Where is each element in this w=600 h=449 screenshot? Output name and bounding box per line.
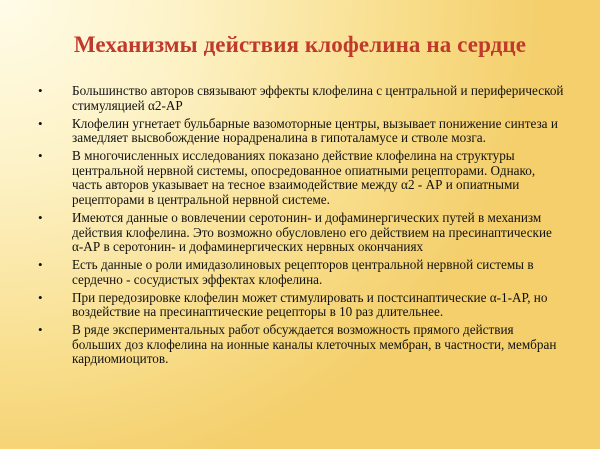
bullet-item-2	[38, 117, 566, 146]
bullet-list	[38, 84, 566, 370]
bullet-item-3	[38, 149, 566, 207]
bullet-item-5	[38, 258, 566, 287]
bullet-icon: •	[38, 209, 43, 225]
bullet-icon: •	[38, 83, 43, 98]
slide-title: Механизмы действия клофелина на сердце	[73, 32, 527, 57]
bullet-text: Большинство авторов связывают эффекты клофелина с центральной и периферической стимуляцией α2-АР	[72, 83, 564, 113]
bullet-text: В многочисленных исследованиях показано действие клофелина на структуры центральной нервной системы, опосредованное опиатными рецепторами. Однако, часть авторов указывает на тесное взаимодействие между α2 - АР и опиатными рецепторами в центральной нервной системе.	[72, 148, 536, 207]
bullet-item-7	[38, 323, 566, 367]
bullet-icon: •	[38, 257, 43, 273]
bullet-item-4	[38, 211, 566, 255]
bullet-icon: •	[38, 322, 43, 338]
bullet-item-1	[38, 84, 566, 113]
bullet-icon: •	[38, 148, 43, 164]
bullet-text: В ряде экспериментальных работ обсуждается возможность прямого действия больших доз клофелина на ионные каналы клеточных мембран, в частности, мембран кардиомиоцитов.	[72, 322, 557, 367]
bullet-icon: •	[38, 115, 43, 131]
bullet-text: При передозировке клофелин может стимулировать и постсинаптические α-1-АР, но воздействие на пресинаптические рецепторы в 10 раз длительнее.	[72, 289, 548, 320]
bullet-item-6	[38, 291, 566, 320]
bullet-text: Имеются данные о вовлечении серотонин- и дофаминергических путей в механизм действия клофелина. Это возможно обусловлено его действием на пресинаптические α-АР в серотонин- и дофаминергических нервных окончаниях	[72, 209, 552, 255]
bullet-text: Есть данные о роли имидазолиновых рецепторов центральной нервной системы в сердечно - сосудистых эффектах клофелина.	[72, 257, 534, 287]
bullet-text: Клофелин угнетает бульбарные вазомоторные центры, вызывает понижение синтеза и замедляет высвобождение норадреналина в гипоталамусе и стволе мозга.	[72, 115, 558, 146]
bullet-icon: •	[38, 289, 43, 305]
